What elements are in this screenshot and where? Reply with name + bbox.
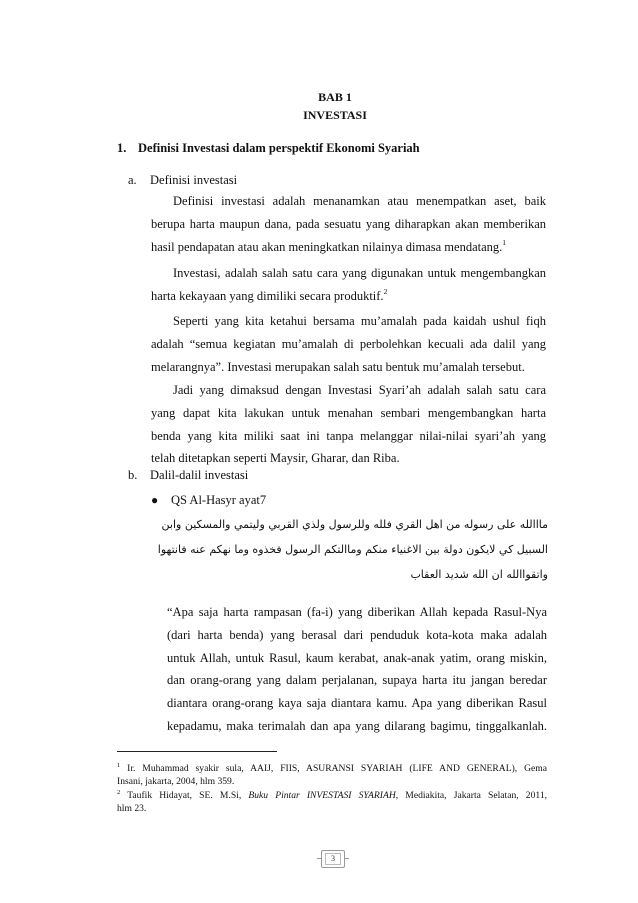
footnote-ref: 2: [383, 286, 388, 296]
paragraph-line: Jadi yang dimaksud dengan Investasi Syari’ah adalah salah satu cara: [173, 383, 546, 397]
subsection-a-title: Definisi investasi: [150, 173, 238, 187]
paragraph-line: telah ditetapkan seperti Maysir, Gharar, dan Riba.: [151, 451, 400, 466]
paragraph-line: melarangnya”. Investasi merupakan salah satu bentuk mu’amalah tersebut.: [151, 359, 525, 374]
arabic-verse-line: واتقواالله ان الله شديد العقاب: [410, 568, 548, 581]
paragraph-line: Investasi, adalah salah satu cara yang digunakan untuk mengembangkan: [173, 266, 546, 280]
footnote-book-title: Buku Pintar INVESTASI SYARIAH,: [248, 790, 399, 801]
translation-quote: [167, 601, 547, 738]
paragraph-line: [151, 285, 546, 308]
subsection-a-heading: [128, 173, 237, 188]
footnote-2: [117, 789, 547, 815]
paragraph-line-text: hasil pendapatan atau akan meningkatkan nilainya dimasa mendatang.: [151, 239, 503, 254]
footnote-1: [117, 762, 547, 788]
quote-line: dan orang-orang yang dalam perjalanan, supaya harta itu jangan beredar: [167, 673, 547, 688]
footnote-text: Ir. Muhammad syakir sula, AAIJ, FIIS, ASURANSI SYARIAH (LIFE AND GENERAL), Gema: [127, 763, 547, 774]
footnote-number: 2: [117, 789, 121, 796]
quote-line: (dari harta benda) yang berasal dari penduduk kota-kota maka adalah: [167, 627, 547, 642]
paragraph-line: [151, 236, 546, 259]
paragraph-3: [151, 310, 546, 378]
chapter-label: BAB 1: [318, 90, 352, 104]
page-number-ornament: [317, 858, 321, 859]
bullet-icon: ●: [151, 493, 159, 507]
footnote-line: hlm 23.: [117, 803, 147, 814]
paragraph-line: yang dapat kita lakukan untuk menahan sembari mengembangkan harta: [151, 405, 546, 420]
footnote-text: Taufik Hidayat, SE. M.Si,: [127, 790, 249, 801]
section-title: Definisi Investasi dalam perspektif Ekonomi Syariah: [138, 141, 420, 155]
subsection-a-letter: a.: [128, 173, 137, 187]
subsection-b-heading: [128, 468, 248, 483]
paragraph-4: [151, 379, 546, 470]
footnote-line: Insani, jakarta, 2004, hlm 359.: [117, 776, 235, 787]
footnote-line: [117, 762, 547, 775]
page-number-box: [321, 850, 345, 868]
footnote-text: Mediakita, Jakarta Selatan, 2011,: [398, 790, 548, 801]
paragraph-line: berupa harta maupun dana, pada sesuatu yang diharapkan akan memberikan: [151, 216, 546, 231]
bullet-text: QS Al-Hasyr ayat7: [171, 493, 267, 507]
paragraph-line: Seperti yang kita ketahui bersama mu’amalah pada kaidah ushul fiqh: [173, 314, 546, 328]
paragraph-line: adalah “semua kegiatan mu’amalah di perbolehkan kecuali ada dalil yang: [151, 336, 546, 351]
section-heading: [117, 141, 420, 156]
footnote-ref: 1: [502, 237, 507, 247]
quote-line: diantara orang-orang kaya saja diantara kamu. Apa yang diberikan Rasul: [167, 696, 547, 711]
bullet-item: [151, 493, 266, 508]
footnote-number: 1: [117, 762, 121, 769]
paragraph-line: benda yang kita miliki saat ini tanpa melanggar nilai-nilai syari’ah yang: [151, 428, 546, 443]
arabic-verse-line: مااالله على رسوله من اهل القري فلله وللرسول ولذي القربي وليتمي والمسكين وابن: [161, 518, 548, 531]
paragraph-2: [151, 262, 546, 308]
quote-line: kepadamu, maka terimalah dan apa yang dilarang bagimu, tinggalkanlah.: [167, 718, 547, 733]
paragraph-1: [151, 190, 546, 258]
quote-line: untuk Allah, untuk Rasul, kaum kerabat, anak-anak yatim, orang miskin,: [167, 650, 547, 665]
quote-line: “Apa saja harta rampasan (fa-i) yang diberikan Allah kepada Rasul-Nya: [167, 605, 547, 619]
section-number: 1.: [117, 141, 127, 155]
subsection-b-title: Dalil-dalil investasi: [150, 468, 249, 482]
footnote-line: [117, 789, 547, 802]
page-number: 3: [325, 853, 341, 865]
chapter-title: INVESTASI: [303, 108, 367, 122]
paragraph-line: Definisi investasi adalah menanamkan atau menempatkan aset, baik: [173, 194, 546, 208]
subsection-b-letter: b.: [128, 468, 138, 482]
page-number-ornament: [345, 858, 349, 859]
arabic-verse-line: السبيل كي لايكون دولة بين الاغنياء منكم وماالتكم الرسول فخذوه وما نهكم عنه فانتهوا: [157, 543, 548, 556]
paragraph-line-text: harta kekayaan yang dimiliki secara produktif.: [151, 288, 384, 303]
footnote-divider: [117, 751, 277, 752]
